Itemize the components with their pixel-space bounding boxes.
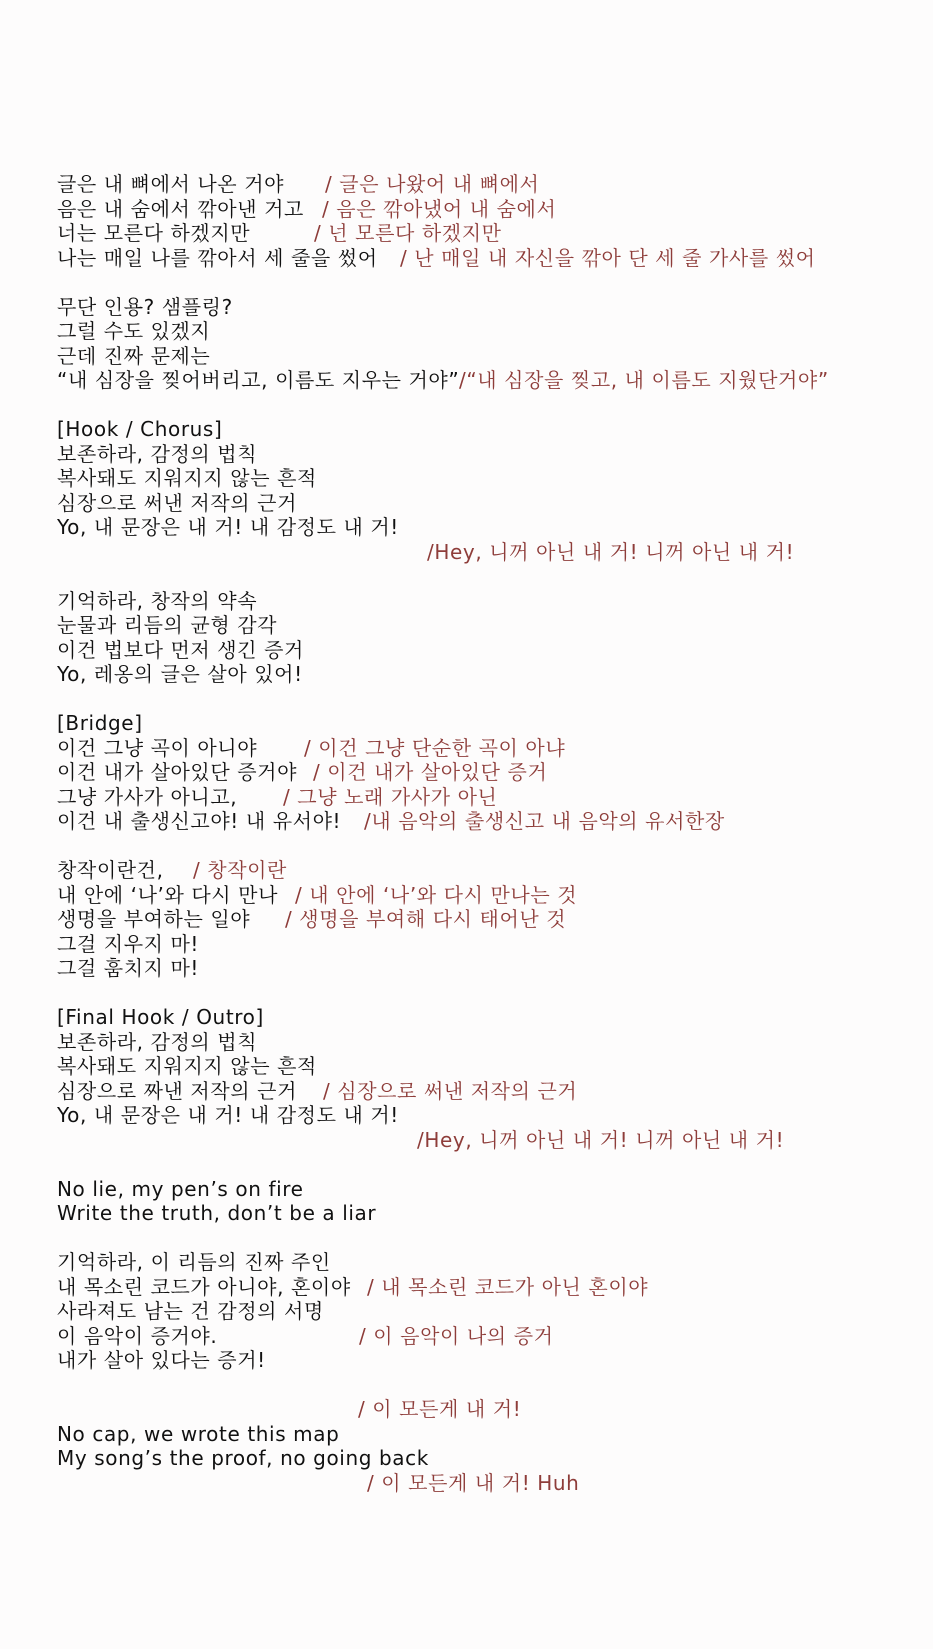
section-header-text: [Final Hook / Outro] (57, 1005, 264, 1029)
lyric-text: Yo, 내 문장은 내 거! 내 감정도 내 거! (57, 1103, 399, 1127)
lyric-text: 내 목소린 코드가 아니야, 혼이야 (57, 1274, 351, 1299)
lyric-text: Write the truth, don’t be a liar (57, 1201, 377, 1225)
lyric-translation: /Hey, 니꺼 아닌 내 거! 니꺼 아닌 내 거! (427, 539, 795, 564)
lyric-line (57, 246, 917, 271)
lyric-text: Yo, 레옹의 글은 살아 있어! (57, 662, 303, 686)
section-header-text: [Hook / Chorus] (57, 417, 223, 441)
section-header (57, 417, 917, 442)
lyric-translation: / 이 음악이 나의 증거 (359, 1323, 554, 1348)
lyric-line (57, 907, 917, 932)
lyric-line (57, 515, 917, 540)
lyric-text: 기억하라, 창작의 약속 (57, 588, 258, 613)
lyric-text: 복사돼도 지워지지 않는 흔적 (57, 1054, 317, 1078)
lyric-text: 보존하라, 감정의 법칙 (57, 441, 258, 466)
lyric-text: No lie, my pen’s on fire (57, 1176, 304, 1201)
lyric-text: 이건 내가 살아있단 증거야 (57, 760, 297, 784)
lyric-line (57, 956, 917, 981)
lyric-text: 나는 매일 나를 깎아서 세 줄을 썼어 (57, 245, 378, 270)
lyric-translation: / 넌 모른다 하겠지만 (314, 221, 502, 245)
lyric-text: 생명을 부여하는 일야 (57, 907, 251, 931)
lyric-line (57, 368, 917, 393)
lyric-text: 내 안에 ‘나’와 다시 만나 (57, 882, 279, 907)
lyric-text: 복사돼도 지워지지 않는 흔적 (57, 466, 317, 490)
lyric-text: 눈물과 리듬의 균형 감각 (57, 613, 278, 637)
lyric-translation: /내 음악의 출생신고 내 음악의 유서한장 (364, 809, 725, 833)
section-header (57, 1005, 917, 1030)
lyric-text: 무단 인용? 샘플링? (57, 294, 233, 319)
lyric-line (57, 785, 917, 810)
lyric-text: 이 음악이 증거야. (57, 1323, 218, 1348)
lyrics-document (57, 172, 917, 1495)
lyric-line (57, 1324, 917, 1349)
lyric-line (57, 1054, 917, 1079)
lyric-translation: / 심장으로 써낸 저작의 근거 (323, 1078, 578, 1103)
section-header (57, 711, 917, 736)
lyric-text: 심장으로 써낸 저작의 근거 (57, 490, 297, 515)
lyric-text: 보존하라, 감정의 법칙 (57, 1029, 258, 1054)
lyric-text: 기억하라, 이 리듬의 진짜 주인 (57, 1250, 331, 1274)
lyric-translation: / 이건 그냥 단순한 곡이 아냐 (304, 735, 566, 760)
lyric-line (57, 344, 917, 369)
lyric-line (57, 319, 917, 344)
lyric-translation: /Hey, 니꺼 아닌 내 거! 니꺼 아닌 내 거! (417, 1127, 785, 1152)
lyric-line (57, 662, 917, 687)
lyric-line (57, 613, 917, 638)
lyric-text: 심장으로 짜낸 저작의 근거 (57, 1078, 297, 1103)
lyric-line (57, 858, 917, 883)
lyric-line (57, 760, 917, 785)
lyric-text: 이건 그냥 곡이 아니야 (57, 735, 258, 760)
lyric-line (57, 1103, 917, 1128)
lyric-line (57, 540, 917, 565)
lyric-text: 그럴 수도 있겠지 (57, 319, 211, 343)
lyric-text: 너는 모른다 하겠지만 (57, 221, 251, 245)
lyric-line (57, 1201, 917, 1226)
lyric-text: 그냥 가사가 아니고, (57, 784, 238, 809)
lyric-translation: / 그냥 노래 가사가 아닌 (283, 784, 498, 809)
lyric-line (57, 221, 917, 246)
lyric-line (57, 1397, 917, 1422)
lyric-line (57, 172, 917, 197)
lyric-line (57, 442, 917, 467)
lyric-line (57, 809, 917, 834)
lyric-line (57, 466, 917, 491)
lyric-line (57, 589, 917, 614)
lyric-line (57, 1128, 917, 1153)
lyric-text: 글은 내 뼈에서 나온 거야 (57, 172, 285, 196)
lyric-text: 이건 법보다 먼저 생긴 증거 (57, 637, 304, 662)
lyric-line (57, 1177, 917, 1202)
lyric-text: 내가 살아 있다는 증거! (57, 1348, 266, 1372)
lyric-line (57, 1422, 917, 1447)
lyric-translation: / 창작이란 (193, 858, 287, 882)
lyric-line (57, 491, 917, 516)
lyric-line (57, 638, 917, 663)
lyric-translation: / 난 매일 내 자신을 깎아 단 세 줄 가사를 썼어 (400, 245, 816, 270)
lyric-line (57, 1250, 917, 1275)
lyric-text: 근데 진짜 문제는 (57, 343, 211, 368)
lyric-translation: /“내 심장을 찢고, 내 이름도 지웠단거야” (459, 368, 829, 392)
lyric-text: My song’s the proof, no going back (57, 1446, 429, 1470)
lyric-text: 그걸 지우지 마! (57, 931, 200, 956)
lyric-line (57, 1079, 917, 1104)
lyric-line (57, 197, 917, 222)
lyric-text: 음은 내 숨에서 깎아낸 거고 (57, 196, 304, 221)
lyric-translation: / 글은 나왔어 내 뼈에서 (325, 172, 540, 196)
lyric-line (57, 932, 917, 957)
lyric-translation: / 내 안에 ‘나’와 다시 만나는 것 (295, 882, 578, 907)
lyric-text: 사라져도 남는 건 감정의 서명 (57, 1299, 324, 1323)
lyric-line (57, 1446, 917, 1471)
lyric-text: 그걸 훔치지 마! (57, 956, 200, 980)
section-header-text: [Bridge] (57, 711, 143, 735)
lyric-translation: / 내 목소린 코드가 아닌 혼이야 (367, 1274, 649, 1299)
lyric-translation: / 이건 내가 살아있단 증거 (313, 760, 548, 784)
lyric-text: 창작이란건, (57, 858, 164, 882)
lyric-line (57, 736, 917, 761)
lyric-line (57, 1299, 917, 1324)
lyric-text: Yo, 내 문장은 내 거! 내 감정도 내 거! (57, 515, 399, 539)
lyric-translation: / 생명을 부여해 다시 태어난 것 (285, 907, 567, 931)
lyric-translation: / 이 모든게 내 거! Huh (367, 1470, 580, 1495)
lyric-translation: / 이 모든게 내 거! (358, 1397, 522, 1421)
lyric-line (57, 295, 917, 320)
lyric-line (57, 1275, 917, 1300)
lyric-text: 이건 내 출생신고야! 내 유서야! (57, 809, 342, 833)
lyric-text: “내 심장을 찢어버리고, 이름도 지우는 거야” (57, 368, 460, 392)
lyric-line (57, 1471, 917, 1496)
lyric-line (57, 883, 917, 908)
lyric-translation: / 음은 깎아냈어 내 숨에서 (322, 196, 557, 221)
lyric-line (57, 1030, 917, 1055)
lyric-line (57, 1348, 917, 1373)
lyric-text: No cap, we wrote this map (57, 1421, 340, 1446)
